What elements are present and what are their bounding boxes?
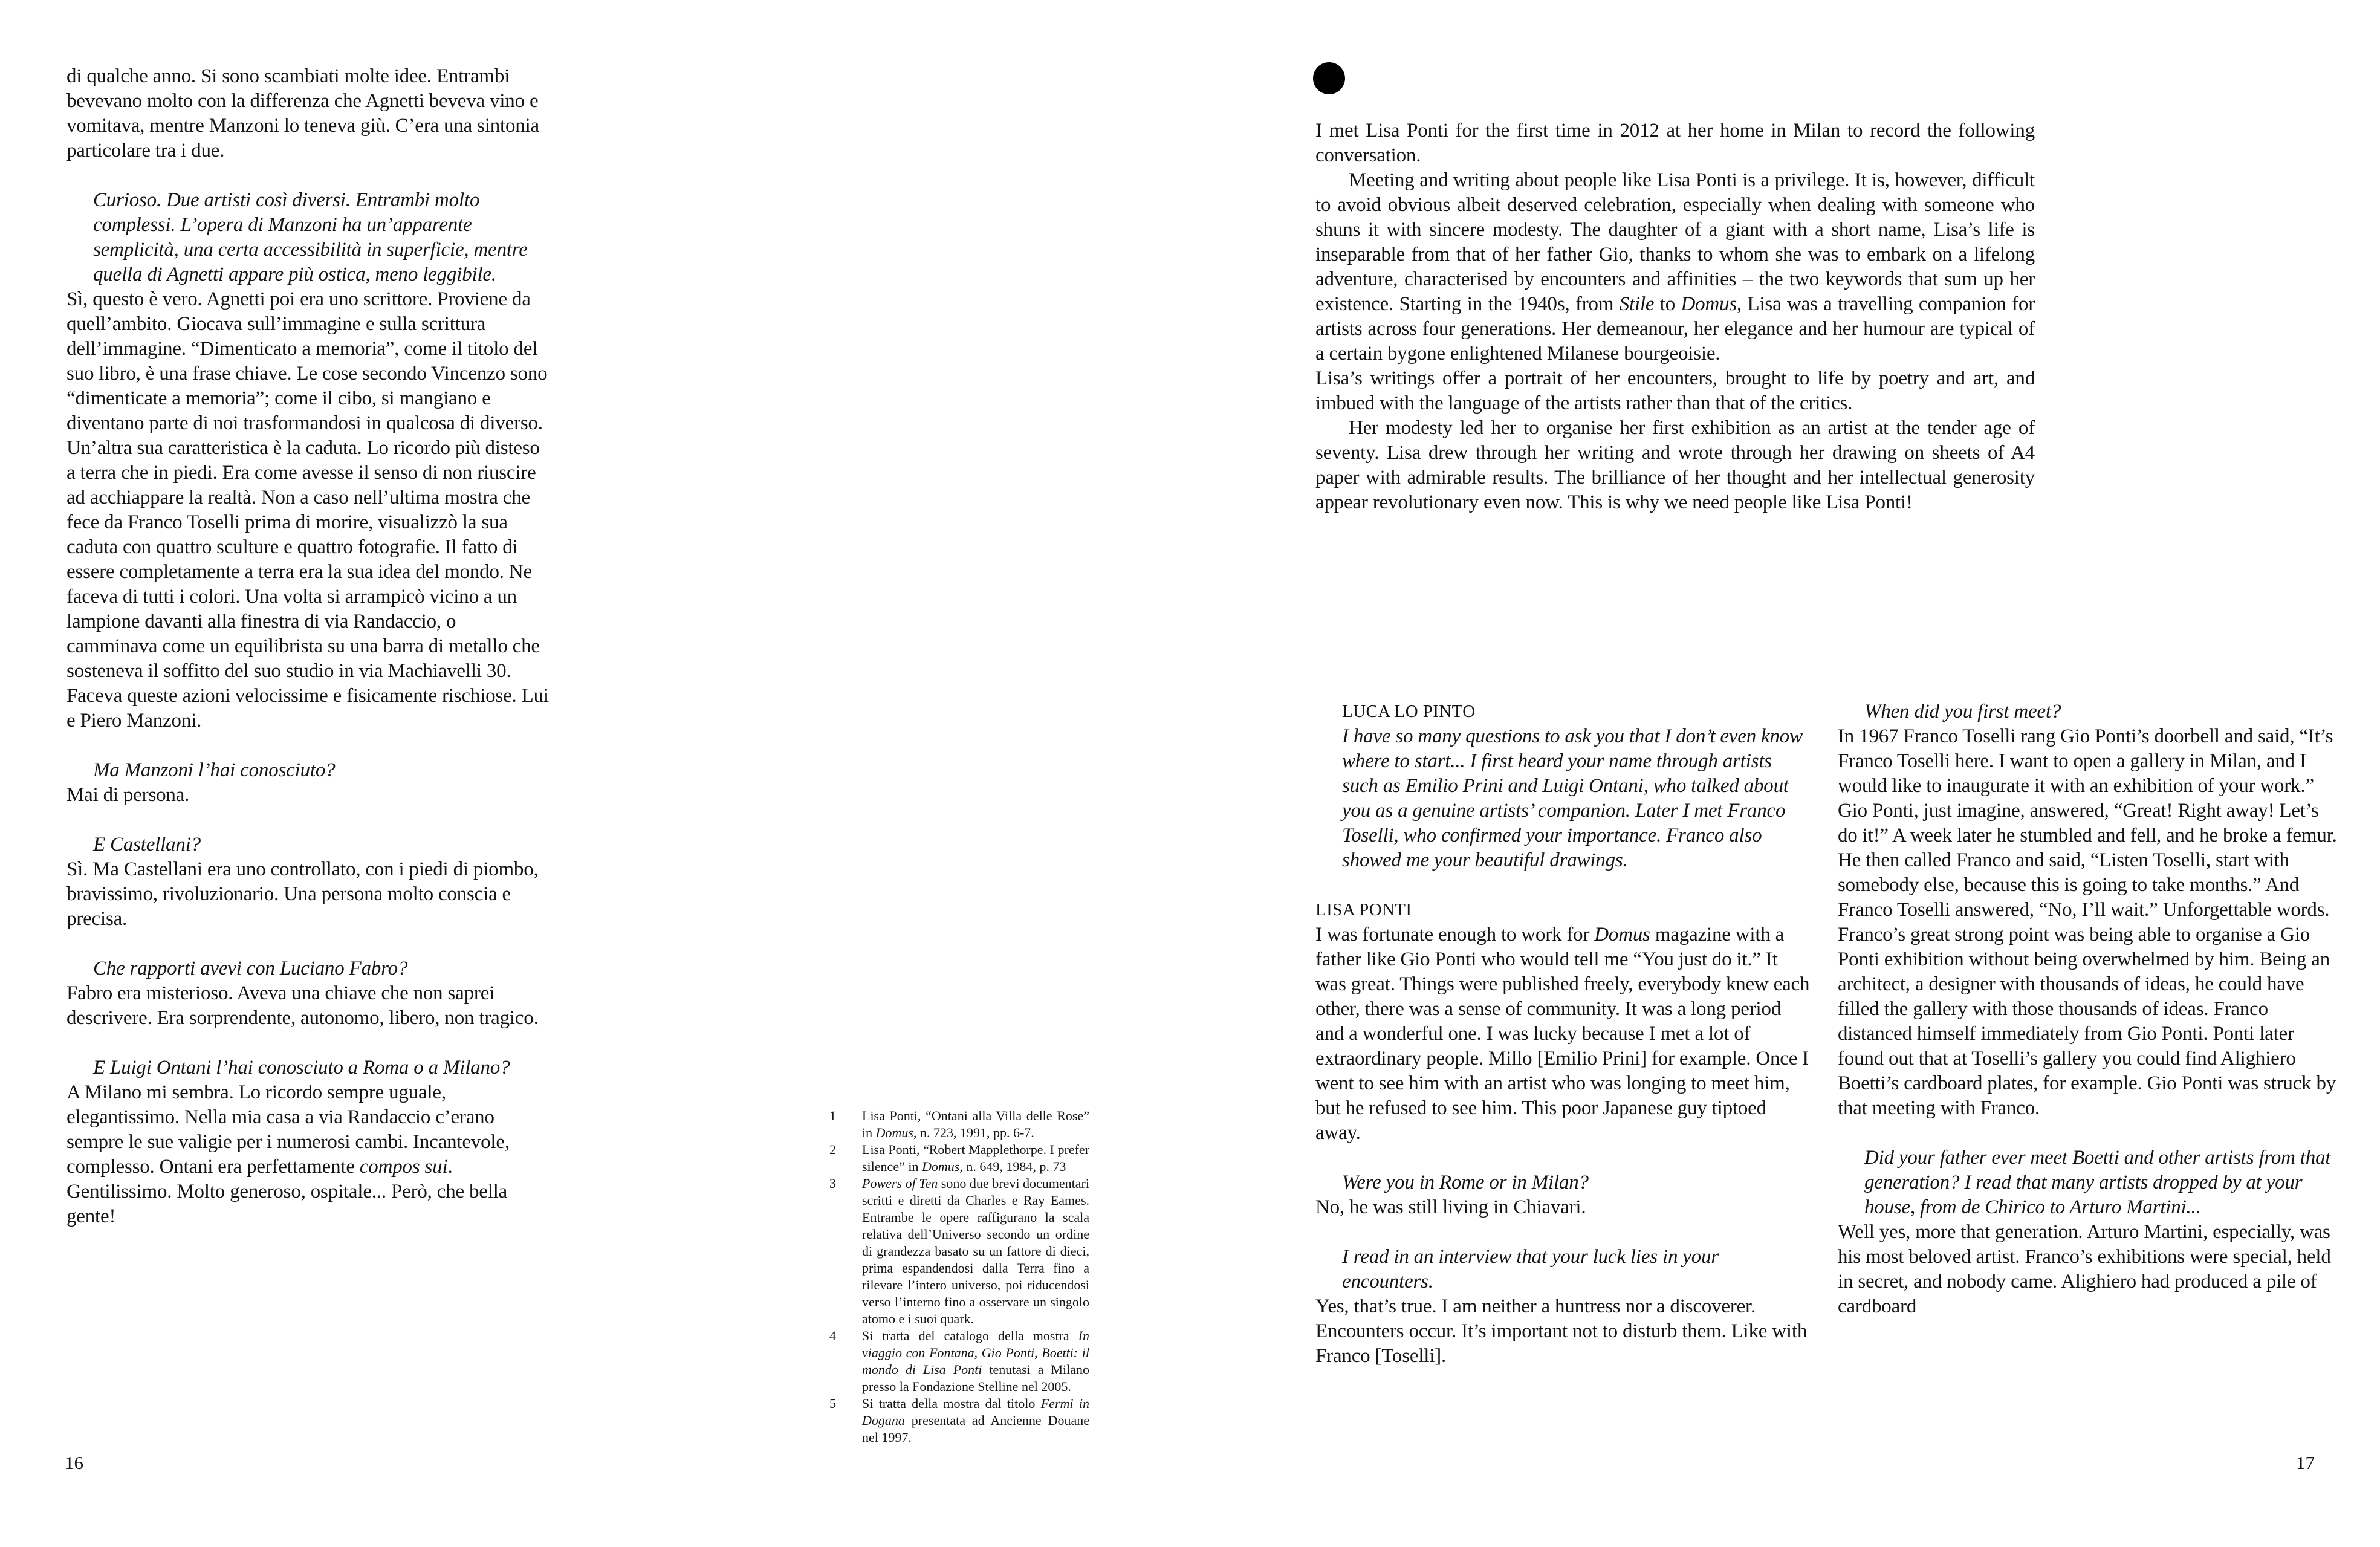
footnote-text: Si tratta del catalogo della mostra In viaggio con Fontana, Gio Ponti, Boetti: il mondo di Lisa Ponti tenutasi a Milano presso la Fondazione Stelline nel 2005. [862,1328,1090,1394]
page-number-left: 16 [65,1452,83,1473]
interview-question: Ma Manzoni l’hai conosciuto? [93,759,336,781]
footnote [829,1395,1089,1446]
interview-answer: Yes, that’s true. I am neither a huntress nor a discoverer. Encounters occur. It’s important not to disturb them. Like with Franco [Toselli]. [1315,1296,1808,1367]
left-page-text-column [66,64,550,1229]
interview-column-right [1838,699,2343,1319]
footnote [829,1108,1089,1141]
footnote-number: 5 [829,1396,836,1411]
footnote-number: 2 [829,1142,836,1157]
interview-question: I read in an interview that your luck lies in your encounters. [1342,1246,1719,1292]
intro-paragraph: Lisa’s writings offer a portrait of her encounters, brought to life by poetry and art, and imbued with the language of the artists rather than that of the critics. [1315,368,2035,414]
qa-group [1315,1170,1812,1220]
interview-column-left [1315,699,1812,1369]
interview-answer: In 1967 Franco Toselli rang Gio Ponti’s doorbell and said, “It’s Franco Toselli here. I want to open a gallery in Milan, and I would like to inaugurate it with an exhibition of your work.” Gio Ponti, just imagine, answered, “Great! Right away! Let’s do it!” A week later he stumbled and fell, and he broke a femur. He then called Franco and said, “Listen Toselli, start with somebody else, because this is going to take months.” And Franco Toselli answered, “No, I’ll wait.” Unforgettable words. Franco’s great strong point was being able to organise a Gio Ponti exhibition without being overwhelmed by him. Being an architect, a designer with thousands of ideas, he could have filled the gallery with those thousands of ideas. Franco distanced himself immediately from Gio Ponti. Ponti later found out that at Toselli’s gallery you could find Alighiero Boetti’s cardboard plates, for example. Gio Ponti was struck by that meeting with Franco. [1838,725,2337,1119]
footnote [829,1175,1089,1328]
footnote [829,1328,1089,1395]
footnote-number: 1 [829,1108,836,1123]
body-paragraph: di qualche anno. Si sono scambiati molte idee. Entrambi bevevano molto con la differenza che Agnetti beveva vino e vomitava, mentre Manzoni lo teneva giù. C’era una sintonia particolare tra i due. [66,65,539,161]
interview-answer: Fabro era misterioso. Aveva una chiave che non saprei descrivere. Era sorprendente, autonomo, libero, non tragico. [66,982,539,1029]
interview-question: E Luigi Ontani l’hai conosciuto a Roma o a Milano? [93,1057,510,1078]
qa-group [66,758,550,808]
interview-question: When did you first meet? [1864,701,2061,722]
interview-question: I have so many questions to ask you that I don’t even know where to start... I first heard your name through artists such as Emilio Prini and Luigi Ontani, who talked about you as a genuine artists’ companion. Later I met Franco Toselli, who confirmed your importance. Franco also showed me your beautiful drawings. [1342,725,1803,871]
interview-answer: Mai di persona. [66,784,190,806]
intro-block [1315,118,2035,515]
interview-answer: Sì. Ma Castellani era uno controllato, con i piedi di piombo, bravissimo, rivoluzionario. Una persona molto conscia e precisa. [66,858,539,930]
interview-answer: Sì, questo è vero. Agnetti poi era uno scrittore. Proviene da quell’ambito. Giocava sull’immagine e sulla scrittura dell’immagine. “Dimenticato a memoria”, come il titolo del suo libro, è una frase chiave. Le cose secondo Vincenzo sono “dimenticate a memoria”; come il cibo, si mangiano e diventano parte di noi trasformandosi in qualcosa di diverso. Un’altra sua caratteristica è la caduta. Lo ricordo più disteso a terra che in piedi. Era come avesse il senso di non riuscire ad acchiappare la realtà. Non a caso nell’ultima mostra che fece da Franco Toselli prima di morire, visualizzò la sua caduta con quattro sculture e quattro fotografie. Il fatto di essere completamente a terra era la sua idea del mondo. Ne faceva di tutti i colori. Una volta si arrampicò vicino a un lampione davanti alla finestra di via Randaccio, o camminava come un equilibrista su una barra di metallo che sosteneva il soffitto del suo studio in via Machiavelli 30. Faceva queste azioni velocissime e fisicamente rischiose. Lui e Piero Manzoni. [66,288,549,731]
speaker-label-interviewer: LUCA LO PINTO [1342,702,1476,721]
interview-answer: No, he was still living in Chiavari. [1315,1196,1586,1218]
qa-group [1315,898,1812,1146]
qa-group [1315,699,1812,873]
footnote-number: 3 [829,1176,836,1191]
footnotes-block [829,1108,1089,1446]
interview-answer: A Milano mi sembra. Lo ricordo sempre uguale, elegantissimo. Nella mia casa a via Randaccio c’erano sempre le sue valigie per i numerosi cambi. Incantevole, complesso. Ontani era perfettamente compos sui. Gentilissimo. Molto generoso, ospitale... Però, che bella gente! [66,1082,510,1227]
intro-paragraph: I met Lisa Ponti for the first time in 2012 at her home in Milan to record the following conversation. [1315,120,2035,166]
interview-question: Were you in Rome or in Milan? [1342,1172,1589,1193]
interview-answer: I was fortunate enough to work for Domus magazine with a father like Gio Ponti who would tell me “You just do it.” It was great. Things were published freely, everybody knew each other, there was a sense of community. It was a long period and a wonderful one. I was lucky because I met a lot of extraordinary people. Millo [Emilio Prini] for example. Once I went to see him with an artist who was longing to meet him, but he refused to see him. This poor Japanese guy tiptoed away. [1315,924,1810,1144]
qa-group [66,832,550,932]
speaker-label-interviewee: LISA PONTI [1315,900,1412,919]
interview-question: E Castellani? [93,834,201,855]
footnote [829,1141,1089,1175]
section-marker-dot-icon [1313,62,1345,94]
interview-question: Curioso. Due artisti così diversi. Entrambi molto complessi. L’opera di Manzoni ha un’apparente semplicità, una certa accessibilità in superficie, mentre quella di Agnetti appare più ostica, meno leggibile. [93,189,528,285]
footnote-text: Lisa Ponti, “Ontani alla Villa delle Rose” in Domus, n. 723, 1991, pp. 6-7. [862,1108,1089,1140]
qa-group [1838,1146,2343,1319]
interview-question: Did your father ever meet Boetti and other artists from that generation? I read that many artists dropped by at your house, from de Chirico to Arturo Martini... [1864,1147,2331,1218]
page-number-right: 17 [2296,1452,2315,1473]
footnote-text: Si tratta della mostra dal titolo Fermi in Dogana presentata ad Ancienne Douane nel 1997. [862,1396,1089,1445]
intro-paragraph: Her modesty led her to organise her first exhibition as an artist at the tender age of seventy. Lisa drew through her writing and wrote through her drawing on sheets of A4 paper with admirable results. The brilliance of her thought and her intellectual generosity appear revolutionary even now. This is why we need people like Lisa Ponti! [1315,417,2035,513]
footnote-text: Lisa Ponti, “Robert Mapplethorpe. I prefer silence” in Domus, n. 649, 1984, p. 73 [862,1142,1089,1174]
qa-group [66,188,550,733]
qa-group [1315,1245,1812,1369]
footnote-text: Powers of Ten sono due brevi documentari scritti e diretti da Charles e Ray Eames. Entrambe le opere raffigurano la scala relativa dell’Universo secondo un ordine di grandezza basato su un fattore di dieci, prima espandendosi dalla Terra fino a rilevare l’intero universo, poi riducendosi verso l’interno fino a osservare un singolo atomo e i suoi quark. [862,1176,1089,1326]
interview-question: Che rapporti avevi con Luciano Fabro? [93,958,408,979]
qa-group [66,1056,550,1229]
qa-group [66,956,550,1031]
intro-paragraph: Meeting and writing about people like Lisa Ponti is a privilege. It is, however, difficult to avoid obvious albeit deserved celebration, especially when dealing with someone who shuns it with sincere modesty. The daughter of a giant with a short name, Lisa’s life is inseparable from that of her father Gio, thanks to whom she was to embark on a lifelong adventure, characterised by encounters and affinities – the two keywords that sum up her existence. Starting in the 1940s, from Stile to Domus, Lisa was a travelling companion for artists across four generations. Her demeanour, her elegance and her humour are typical of a certain bygone enlightened Milanese bourgeoisie. [1315,169,2035,365]
footnote-number: 4 [829,1328,836,1343]
qa-group [1838,699,2343,1121]
interview-answer: Well yes, more that generation. Arturo Martini, especially, was his most beloved artist. Franco’s exhibitions were special, held in secret, and nobody came. Alighiero had produced a pile of cardboard [1838,1221,2331,1317]
